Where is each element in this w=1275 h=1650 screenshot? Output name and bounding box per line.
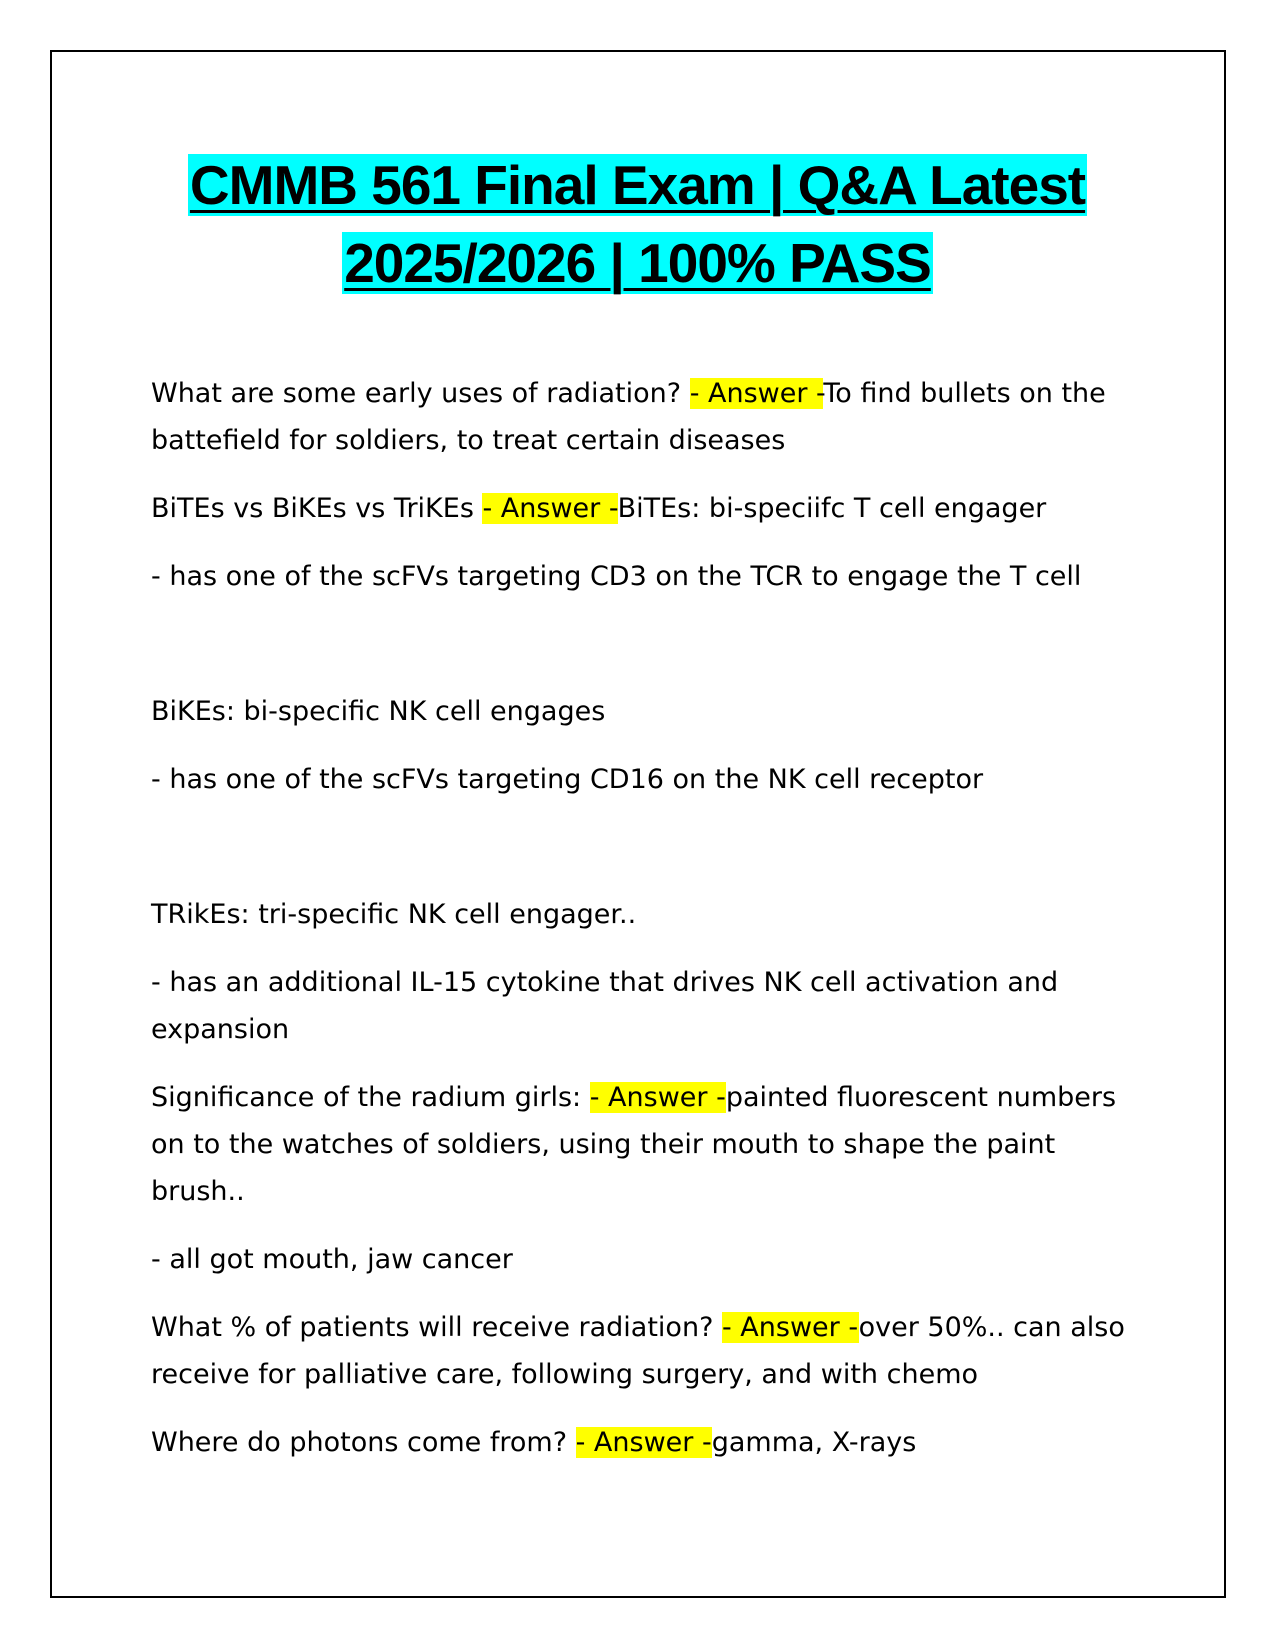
answer-marker: - Answer - <box>482 493 618 524</box>
qa-item-patients-radiation <box>151 1304 1141 1398</box>
question-text: Where do photons come from? <box>151 1427 576 1458</box>
question-text: What are some early uses of radiation? <box>151 378 690 409</box>
question-text: BiTEs vs BiKEs vs TriKEs <box>151 493 483 524</box>
detail-line: - has one of the scFVs targeting CD16 on the NK cell receptor <box>151 764 984 795</box>
detail-line: - all got mouth, jaw cancer <box>151 1244 513 1275</box>
detail-line: BiKEs: bi-specific NK cell engages <box>151 696 606 727</box>
title-line-1: CMMB 561 Final Exam | Q&A Latest <box>189 154 1086 216</box>
answer-text: BiTEs: bi-speciifc T cell engager <box>617 493 1047 524</box>
title-line-2: 2025/2026 | 100% PASS <box>344 232 931 294</box>
answer-text: over 50%.. can also receive for palliative care, following surgery, and with chemo <box>151 1312 1125 1390</box>
qa-content <box>151 370 1141 1487</box>
answer-marker: - Answer - <box>721 1312 859 1343</box>
detail-line: - has an additional IL-15 cytokine that drives NK cell activation and expansion <box>151 967 1059 1045</box>
qa-item-photons <box>151 1419 1141 1466</box>
detail-line: TRikEs: tri-specific NK cell engager.. <box>151 899 637 930</box>
answer-marker: - Answer - <box>589 1082 726 1113</box>
qa-item-radium-girls <box>151 1074 1141 1215</box>
answer-marker: - Answer - <box>689 378 824 409</box>
qa-item-early-uses <box>151 370 1141 464</box>
answer-text: painted fluorescent numbers on to the watches of soldiers, using their mouth to shape the paint brush.. <box>151 1082 1117 1207</box>
document-title <box>0 146 1275 302</box>
answer-text: gamma, X-rays <box>711 1427 917 1458</box>
question-text: Significance of the radium girls: <box>151 1082 590 1113</box>
detail-line: - has one of the scFVs targeting CD3 on the TCR to engage the T cell <box>151 561 1082 592</box>
qa-item-engagers <box>151 485 1141 532</box>
answer-text: To find bullets on the battefield for soldiers, to treat certain diseases <box>151 378 1106 456</box>
question-text: What % of patients will receive radiation? <box>151 1312 722 1343</box>
answer-marker: - Answer - <box>575 1427 712 1458</box>
